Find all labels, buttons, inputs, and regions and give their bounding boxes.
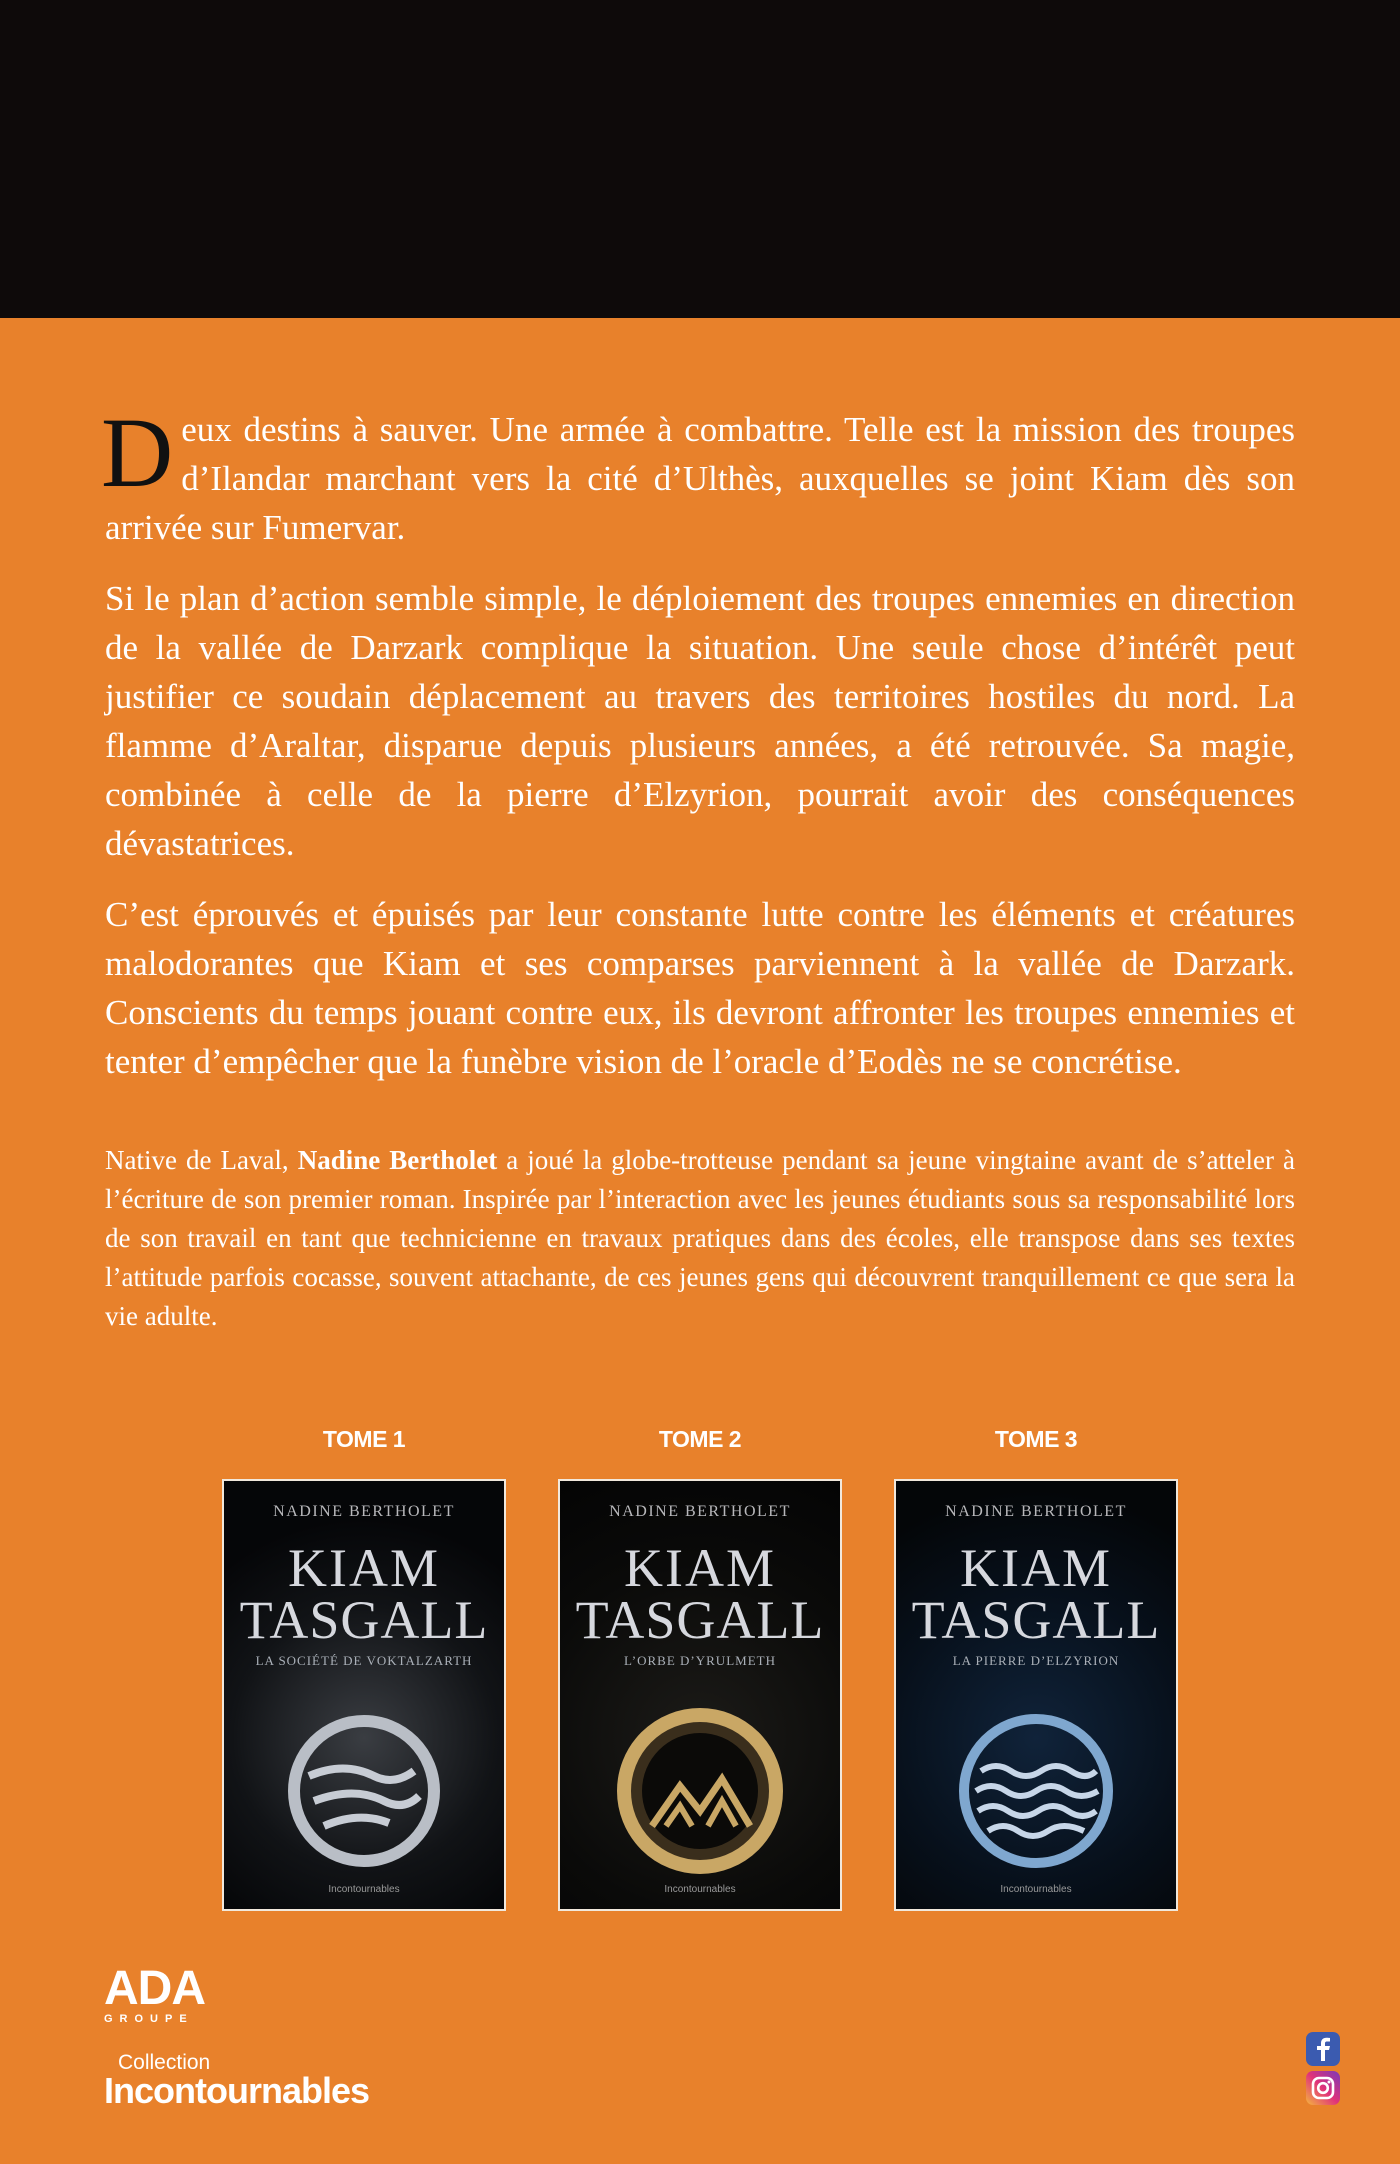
tome-1 bbox=[222, 1426, 506, 1895]
cover-publisher: Incontournables bbox=[664, 1884, 736, 1895]
author-bio bbox=[105, 1141, 1295, 1336]
ada-logo-groupe: GROUPE bbox=[104, 2013, 194, 2025]
collection-label: Collection bbox=[118, 2051, 211, 2074]
collection-name: Incontournables bbox=[104, 2070, 370, 2111]
cover-subtitle: LA PIERRE D’ELZYRION bbox=[952, 1653, 1120, 1668]
mountain-emblem-icon bbox=[600, 1691, 800, 1891]
bio-text-after: a joué la globe-trotteuse pendant sa jeune vingtaine avant de s’atteler à l’écriture de son premier roman. Inspirée par l’interaction avec les jeunes étudiants sous sa responsabilité lors de son travail en tant que technicienne en travaux pratiques dans des écoles, elle transpose dans ses textes l’attitude parfois cocasse, souvent attachante, de ces jeunes gens qui découvrent tranquillement ce que sera la vie adulte. bbox=[105, 1145, 1296, 1331]
cover-publisher: Incontournables bbox=[328, 1884, 400, 1895]
cover-title-line-1: KIAM bbox=[960, 1538, 1112, 1598]
facebook-icon[interactable] bbox=[1306, 2032, 1340, 2066]
top-band bbox=[0, 0, 1400, 318]
cover-title-line-2: TASGALL bbox=[911, 1590, 1161, 1650]
collection-logo bbox=[104, 2051, 370, 2111]
ada-logo-mark: ADA bbox=[104, 1962, 205, 2015]
book-cover bbox=[222, 1479, 506, 1911]
drop-cap: D bbox=[101, 397, 174, 508]
tome-label: TOME 2 bbox=[658, 1426, 742, 1452]
tome-label: TOME 1 bbox=[322, 1426, 406, 1452]
cover-author: NADINE BERTHOLET bbox=[609, 1503, 791, 1520]
instagram-icon[interactable] bbox=[1306, 2071, 1340, 2105]
ada-groupe-logo bbox=[104, 1962, 205, 2025]
cover-subtitle: L’ORBE D’YRULMETH bbox=[624, 1653, 776, 1668]
summary-paragraph-1 bbox=[101, 397, 1295, 552]
cover-title-line-1: KIAM bbox=[624, 1538, 776, 1598]
bio-text-before: Native de Laval, bbox=[105, 1145, 298, 1175]
summary-paragraph-3: C’est éprouvés et épuisés par leur constante lutte contre les éléments et créatures malodorantes que Kiam et ses comparses parviennent à la vallée de Darzark. Conscients du temps jouant contre eux, ils devront affronter les troupes ennemies et tenter d’empêcher que la funèbre vision de l’oracle d’Eodès ne se concrétise. bbox=[105, 895, 1295, 1081]
wind-emblem-icon bbox=[264, 1691, 464, 1891]
tome-3 bbox=[894, 1426, 1178, 1895]
summary-paragraph-1-text: eux destins à sauver. Une armée à combattre. Telle est la mission des troupes d’Ilandar marchant vers la cité d’Ulthès, auxquelles se joint Kiam dès son arrivée sur Fumervar. bbox=[105, 410, 1295, 547]
summary-paragraph-2: Si le plan d’action semble simple, le déploiement des troupes ennemies en direction de la vallée de Darzark complique la situation. Une seule chose d’intérêt peut justifier ce soudain déplacement au travers des territoires hostiles du nord. La flamme d’Araltar, disparue depuis plusieurs années, a été retrouvée. Sa magie, combinée à celle de la pierre d’Elzyrion, pourrait avoir des conséquences dévastatrices. bbox=[105, 579, 1295, 863]
back-cover-text bbox=[101, 397, 1296, 1336]
tome-label: TOME 3 bbox=[994, 1426, 1078, 1452]
cover-author: NADINE BERTHOLET bbox=[945, 1503, 1127, 1520]
cover-title-line-2: TASGALL bbox=[575, 1590, 825, 1650]
author-name: Nadine Bertholet bbox=[297, 1145, 498, 1175]
tome-2 bbox=[558, 1426, 842, 1895]
cover-author: NADINE BERTHOLET bbox=[273, 1503, 455, 1520]
water-emblem-icon bbox=[936, 1691, 1136, 1891]
book-cover bbox=[558, 1479, 842, 1911]
social-icons bbox=[1306, 2032, 1340, 2110]
cover-title-line-1: KIAM bbox=[288, 1538, 440, 1598]
cover-subtitle: LA SOCIÉTÉ DE VOKTALZARTH bbox=[255, 1653, 473, 1668]
cover-publisher: Incontournables bbox=[1000, 1884, 1072, 1895]
cover-title-line-2: TASGALL bbox=[239, 1590, 489, 1650]
book-cover bbox=[894, 1479, 1178, 1911]
